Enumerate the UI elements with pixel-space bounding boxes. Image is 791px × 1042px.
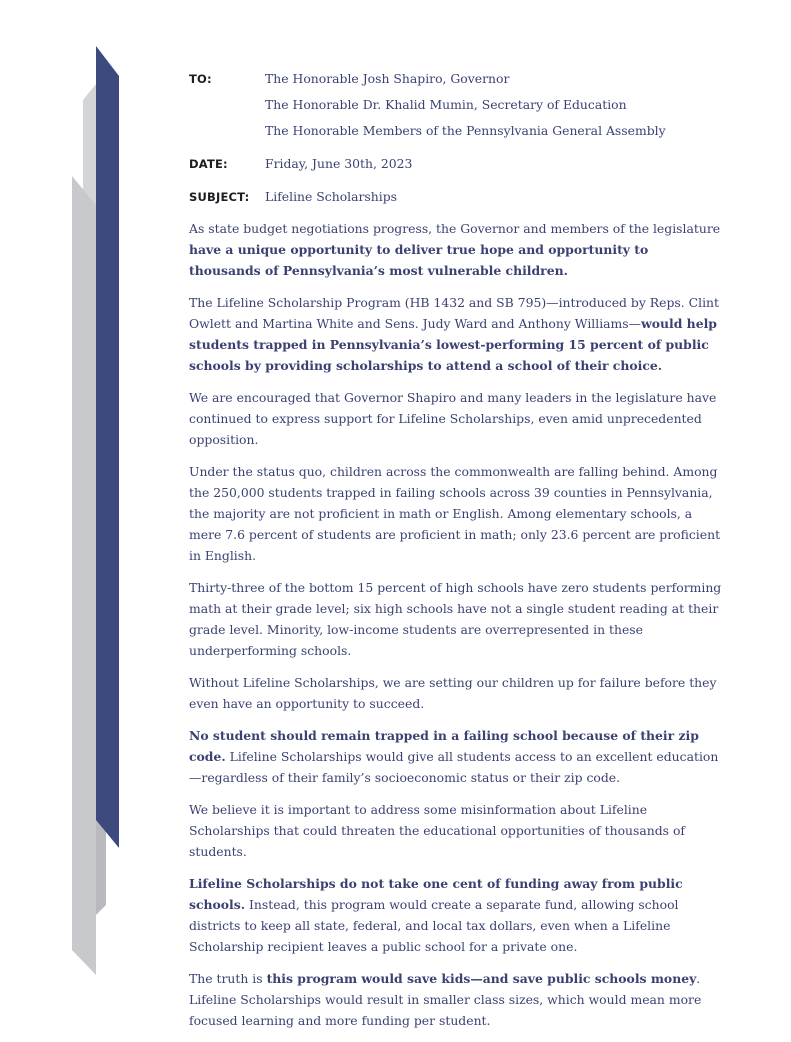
paragraph [189, 577, 723, 661]
date-row [189, 151, 723, 177]
date-value: Friday, June 30th, 2023 [265, 156, 413, 171]
memo [189, 66, 723, 1042]
text-run: Under the status quo, children across the commonwealth are falling behind. Among the 250,000 students trapped in failing schools across 39 counties in Pennsylvania, the majority are not proficient in math or English. Among elementary schools, a mere 7.6 percent of students are proficient in math; only 23.6 percent are proficient in English. [189, 464, 721, 563]
recipients [265, 66, 723, 144]
text-run: Instead, this program would create a separate fund, allowing school districts to keep all state, federal, and local tax dollars, even when a Lifeline Scholarship recipient leaves a public school for a private one. [189, 897, 679, 954]
date-label: DATE: [189, 157, 228, 171]
paragraph [189, 672, 723, 714]
to-label: TO: [189, 72, 212, 86]
bold-run: this program would save kids—and save public schools money [266, 971, 697, 986]
memo-body [189, 218, 723, 1031]
text-run: We are encouraged that Governor Shapiro and many leaders in the legislature have continued to express support for Lifeline Scholarships, even amid unprecedented opposition. [189, 390, 717, 447]
gray-stripe-long [72, 176, 96, 975]
text-run: Thirty-three of the bottom 15 percent of high schools have zero students performing math at their grade level; six high schools have not a single student reading at their grade level. Minority, low-income students are overrepresented in these underperforming schools. [189, 580, 722, 658]
paragraph [189, 461, 723, 566]
text-run: Without Lifeline Scholarships, we are setting our children up for failure before they even have an opportunity to succeed. [189, 675, 717, 711]
recipient-line: The Honorable Members of the Pennsylvania General Assembly [265, 123, 666, 138]
text-run: Lifeline Scholarships would give all students access to an excellent education—regardless of their family’s socioeconomic status or their zip code. [189, 749, 719, 785]
subject-row [189, 184, 723, 210]
text-run: . Lifeline Scholarships would result in smaller class sizes, which would mean more focused learning and more funding per student. [189, 971, 702, 1028]
subject-label: SUBJECT: [189, 190, 250, 204]
text-run: The Lifeline Scholarship Program (HB 1432 and SB 795)—introduced by Reps. Clint Owlett and Martina White and Sens. Judy Ward and Anthony Williams— [189, 295, 719, 331]
paragraph [189, 218, 723, 281]
bold-run: Lifeline Scholarships do not take one cent of funding away from public schools. [189, 876, 683, 912]
paragraph [189, 292, 723, 376]
paragraph [189, 873, 723, 957]
recipient-line: The Honorable Josh Shapiro, Governor [265, 71, 510, 86]
bold-run: No student should remain trapped in a failing school because of their zip code. [189, 728, 699, 764]
paragraph [189, 387, 723, 450]
text-run: The truth is [189, 971, 267, 986]
subject-value: Lifeline Scholarships [265, 189, 398, 204]
text-run: We believe it is important to address some misinformation about Lifeline Scholarships that could threaten the educational opportunities of thousands of students. [189, 802, 686, 859]
text-run: As state budget negotiations progress, the Governor and members of the legislature [189, 221, 721, 236]
recipient-line: The Honorable Dr. Khalid Mumin, Secretary of Education [265, 97, 627, 112]
to-row [189, 66, 723, 144]
bold-run: would help students trapped in Pennsylvania’s lowest-performing 15 percent of public schools by providing scholarships to attend a school of their choice. [189, 316, 717, 373]
paragraph [189, 799, 723, 862]
paragraph [189, 725, 723, 788]
navy-stripe [96, 46, 119, 848]
paragraph [189, 968, 723, 1031]
bold-run: have a unique opportunity to deliver true hope and opportunity to thousands of Pennsylvania’s most vulnerable children. [189, 242, 649, 278]
